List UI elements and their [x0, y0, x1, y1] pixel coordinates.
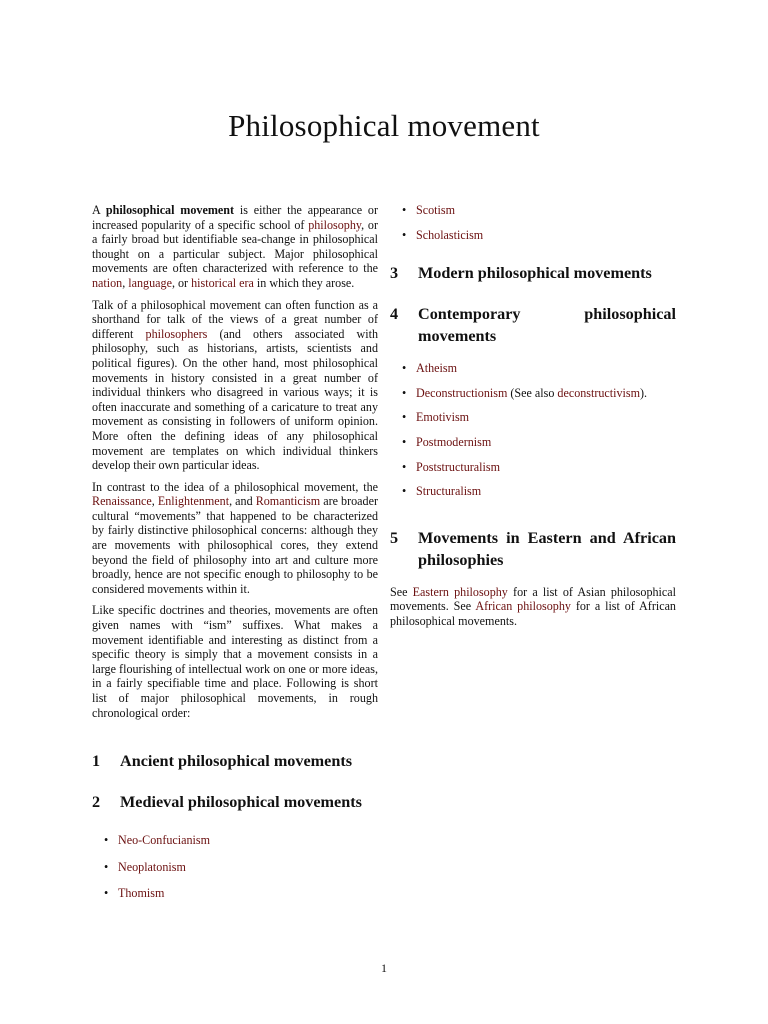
link-enlightenment[interactable]: Enlightenment [157, 494, 230, 509]
section-number: 4 [390, 305, 399, 324]
text-run: (and others associated with philosophy, such as historians, artists, scientists and political figures). On the other hand, most philosophical movements in history consisted in a great number of individual thinkers who disagreed in various ways; it is often inaccurate and something of a caricature to treat any movement as consisting in followers of uniform opinion. More often the defining ideas of any philosophical movement are templates on which individual thinkers develop their own particular ideas. [92, 326, 379, 473]
left-column [92, 203, 378, 901]
section-heading-5 [390, 527, 676, 571]
link-nation[interactable]: nation [92, 275, 123, 290]
section-number: 5 [390, 528, 399, 547]
section-number: 2 [92, 793, 101, 812]
link-eastern-philosophy[interactable]: Eastern philosophy [412, 584, 508, 599]
text-run: ). [640, 385, 648, 400]
link-scotism[interactable]: Scotism [416, 203, 455, 217]
link-neo-confucianism[interactable]: Neo-Confucianism [118, 833, 211, 848]
text-run: , [122, 275, 129, 290]
link-thomism[interactable]: Thomism [118, 886, 165, 901]
term-bold: philosophical movement [105, 203, 235, 217]
text-run: , or [171, 275, 192, 290]
list-item [390, 386, 676, 401]
text-run: , and [229, 494, 256, 509]
list-item [92, 860, 378, 875]
text-run: for a list of African philosophical movements. [390, 599, 676, 628]
link-philosophy[interactable]: philosophy [308, 217, 362, 232]
section-title: Medieval philosophical movements [120, 793, 362, 812]
text-run: (See also [507, 385, 558, 400]
list-item [390, 435, 676, 450]
text-run: in which they arose. [253, 275, 355, 290]
link-philosophers[interactable]: philosophers [145, 326, 208, 341]
link-historical-era[interactable]: historical era [191, 275, 254, 290]
section-heading-2 [92, 791, 378, 813]
intro-paragraph-1 [92, 203, 378, 291]
text-run: are broader cultural “movements” that happened to be characterized by fairly distinctive philosophical concerns: although they are movements with philosophical cores, they extend beyond the field of philosophy into art and culture more broadly, hence are not specific enough to philosophy to be considered movements within it. [92, 494, 378, 596]
page-title: Philosophical movement [228, 108, 540, 143]
intro-paragraph-4: Like specific doctrines and theories, movements are often given names with “ism” suffixes. What makes a movement identifiable and interesting as distinct from a specific theory is simply that a movement consists in a large flourishing of intellectual work on one or more ideas, in a fairly specifiable time and place. Following is short list of major philosophical movements, in rough chronological order: [92, 603, 378, 720]
list-item [390, 203, 676, 218]
list-item [390, 460, 676, 475]
link-scholasticism[interactable]: Scholasticism [416, 227, 484, 242]
link-renaissance[interactable]: Renaissance [92, 494, 152, 509]
link-african-philosophy[interactable]: African philosophy [475, 599, 571, 614]
link-romanticism[interactable]: Romanticism [255, 494, 321, 509]
link-emotivism[interactable]: Emotivism [416, 410, 470, 425]
list-item [390, 228, 676, 243]
section-number: 3 [390, 264, 399, 283]
section-heading-4 [390, 303, 676, 347]
list-item [92, 886, 378, 901]
right-column [390, 203, 676, 636]
section-number: 1 [92, 752, 101, 771]
section-title: Ancient philosophical movements [120, 752, 353, 771]
text-run: , [151, 494, 158, 509]
text-run: In contrast to the idea of a philosophical movement, the [92, 479, 378, 494]
text-run: for a list of Asian philosophical movements. See [390, 584, 676, 614]
link-atheism[interactable]: Atheism [416, 361, 457, 376]
section-title: Modern philosophical movements [418, 264, 652, 283]
text-run: A [92, 203, 106, 217]
intro-paragraph-2 [92, 298, 378, 473]
link-deconstructionism[interactable]: Deconstructionism [416, 385, 508, 400]
section-title: Contemporary philosophical movements [418, 305, 676, 346]
text-run: is either the appearance or increased popularity of a specific school of [92, 203, 378, 232]
section-heading-3 [390, 262, 676, 284]
text-run: Talk of a philosophical movement can often function as a shorthand for talk of the views of a great number of different [92, 297, 378, 341]
link-poststructuralism[interactable]: Poststructuralism [416, 459, 500, 474]
section-title: Movements in Eastern and African philosophies [418, 528, 676, 569]
list-item [390, 361, 676, 376]
text-run: See [390, 584, 413, 599]
list-item [390, 484, 676, 499]
list-item [390, 410, 676, 425]
page-number: 1 [381, 961, 387, 975]
link-deconstructivism[interactable]: deconstructivism [557, 385, 641, 400]
contemporary-list [390, 361, 676, 499]
text-run: , or a fairly broad but identifiable sea-change in philosophical thought on a particular subject. Major philosophical movements are often characterized with reference to the [92, 217, 378, 276]
medieval-list [92, 833, 378, 901]
section-5-paragraph [390, 585, 676, 629]
medieval-list-continued [390, 203, 676, 242]
intro-paragraph-3 [92, 480, 378, 597]
link-language[interactable]: language [128, 275, 172, 290]
list-item [92, 833, 378, 848]
link-postmodernism[interactable]: Postmodernism [416, 434, 492, 449]
link-structuralism[interactable]: Structuralism [416, 484, 482, 499]
link-neoplatonism[interactable]: Neoplatonism [118, 859, 186, 874]
section-heading-1 [92, 750, 378, 772]
